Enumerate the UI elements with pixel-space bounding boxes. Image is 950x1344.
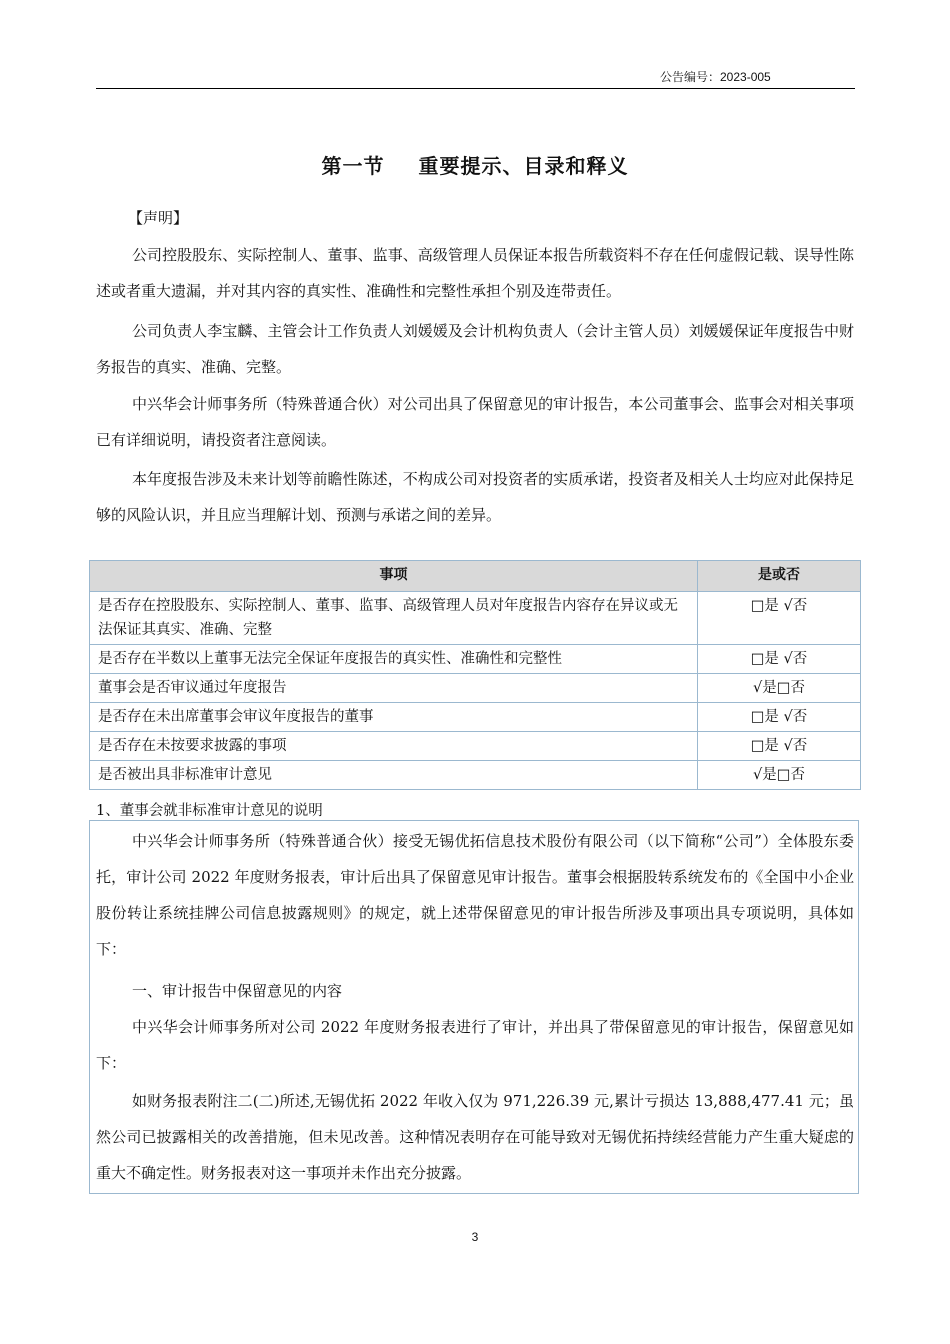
row-item: 是否存在未按要求披露的事项 <box>90 732 698 761</box>
row-item: 董事会是否审议通过年度报告 <box>90 674 698 703</box>
row-item: 是否存在控股股东、实际控制人、董事、监事、高级管理人员对年度报告内容存在异议或无法保证其真实、准确、完整 <box>90 592 698 645</box>
row-answer: □是 √否 <box>698 732 861 761</box>
row-answer: □是 √否 <box>698 645 861 674</box>
table-header-row <box>90 561 861 592</box>
declaration-heading: 【声明】 <box>128 209 189 227</box>
disclosure-table <box>89 560 861 790</box>
header-divider <box>96 88 855 89</box>
table-row <box>90 703 861 732</box>
explanation-heading: 1、董事会就非标准审计意见的说明 <box>96 803 323 819</box>
row-answer: √是□否 <box>698 761 861 790</box>
declaration-paragraph: 本年度报告涉及未来计划等前瞻性陈述，不构成公司对投资者的实质承诺，投资者及相关人士均应对此保持足够的风险认识，并且应当理解计划、预测与承诺之间的差异。 <box>96 470 854 524</box>
row-answer: □是 √否 <box>698 592 861 645</box>
page-number: 3 <box>471 1230 479 1244</box>
explanation-paragraph: 中兴华会计师事务所对公司 2022 年度财务报表进行了审计，并出具了带保留意见的审计报告，保留意见如下： <box>96 1018 854 1072</box>
section-number: 第一节 <box>321 154 385 178</box>
header-item: 事项 <box>90 561 698 592</box>
explanation-subheading: 一、审计报告中保留意见的内容 <box>132 982 343 1000</box>
table-row <box>90 592 861 645</box>
row-item: 是否存在半数以上董事无法完全保证年度报告的真实性、准确性和完整性 <box>90 645 698 674</box>
declaration-paragraph: 公司控股股东、实际控制人、董事、监事、高级管理人员保证本报告所载资料不存在任何虚假记载、误导性陈述或者重大遗漏，并对其内容的真实性、准确性和完整性承担个别及连带责任。 <box>96 246 854 300</box>
table-row <box>90 761 861 790</box>
row-answer: □是 √否 <box>698 703 861 732</box>
row-answer: √是□否 <box>698 674 861 703</box>
row-item: 是否被出具非标准审计意见 <box>90 761 698 790</box>
declaration-paragraph: 中兴华会计师事务所（特殊普通合伙）对公司出具了保留意见的审计报告，本公司董事会、监事会对相关事项已有详细说明，请投资者注意阅读。 <box>96 395 854 449</box>
row-item: 是否存在未出席董事会审议年度报告的董事 <box>90 703 698 732</box>
explanation-box <box>89 820 859 1194</box>
announcement-number: 公告编号：2023-005 <box>660 70 771 84</box>
declaration-paragraph: 公司负责人李宝麟、主管会计工作负责人刘媛媛及会计机构负责人（会计主管人员）刘媛媛保证年度报告中财务报告的真实、准确、完整。 <box>96 322 854 376</box>
table-row <box>90 645 861 674</box>
table-row <box>90 732 861 761</box>
section-heading: 重要提示、目录和释义 <box>418 154 629 178</box>
explanation-paragraph: 中兴华会计师事务所（特殊普通合伙）接受无锡优拓信息技术股份有限公司（以下简称“公司”）全体股东委托，审计公司 2022 年度财务报表，审计后出具了保留意见审计报告。董事会根据股转系统发布的《全国中小企业股份转让系统挂牌公司信息披露规则》的规定，就上述带保留意见的审计报告所涉及事项出具专项说明，具体如下： <box>96 832 854 958</box>
explanation-paragraph: 如财务报表附注二(二)所述,无锡优拓 2022 年收入仅为 971,226.39 元,累计亏损达 13,888,477.41 元；虽然公司已披露相关的改善措施，但未见改善。这种情况表明存在可能导致对无锡优拓持续经营能力产生重大疑虑的重大不确定性。财务报表对这一事项并未作出充分披露。 <box>96 1092 854 1182</box>
section-title <box>0 150 950 179</box>
header-yes-no: 是或否 <box>698 561 861 592</box>
table-row <box>90 674 861 703</box>
